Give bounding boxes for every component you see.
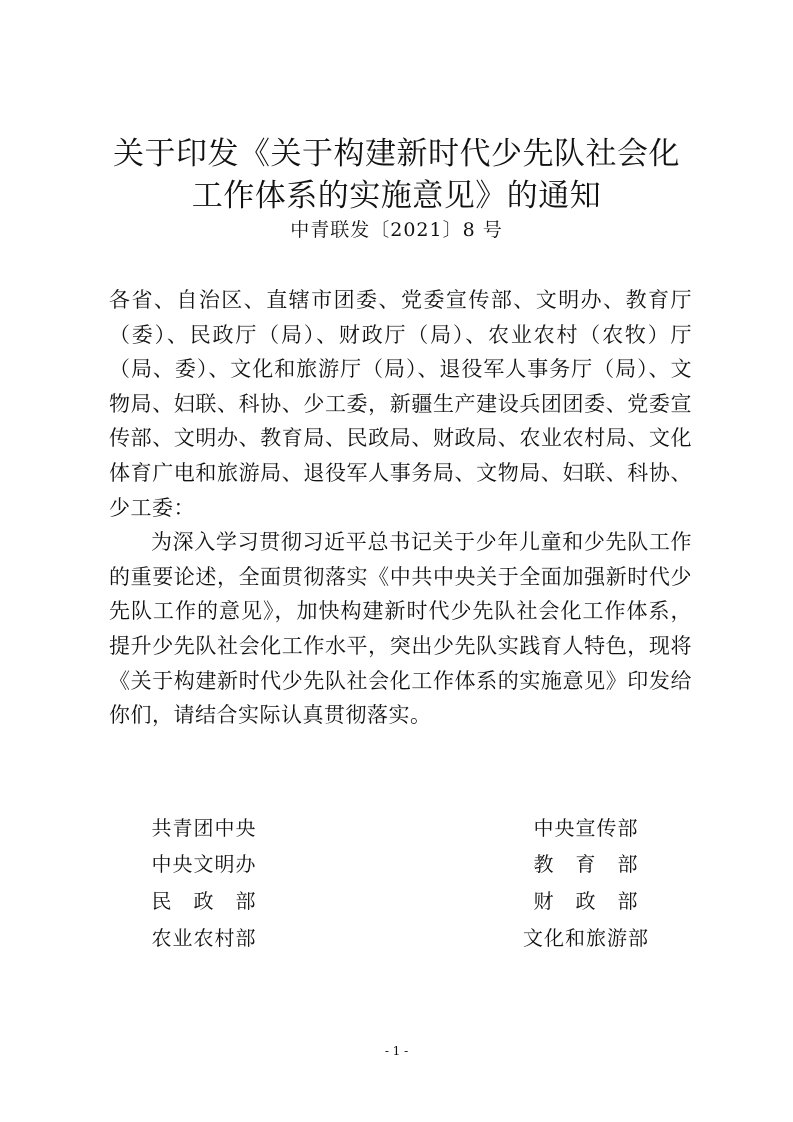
document-number: 中青联发〔2021〕8 号 <box>290 219 503 241</box>
signatory-right-3: 财 政 部 <box>533 889 639 913</box>
page-number: - 1 - <box>384 1044 409 1058</box>
signatory-right-4: 文化和旅游部 <box>523 926 649 950</box>
signatory-left-1: 共青团中央 <box>151 816 257 840</box>
signatory-right-2: 教 育 部 <box>533 852 639 876</box>
recipients-paragraph: 各省、自治区、直辖市团委、党委宣传部、文明办、教育厅（委）、民政厅（局）、财政厅（局）、农业农村（农牧）厅（局、委）、文化和旅游厅（局）、退役军人事务厅（局）、文物局、妇联、科协、少工委，新疆生产建设兵团团委、党委宣传部、文明办、教育局、民政局、财政局、农业农村局、文化体育广电和旅游局、退役军人事务局、文物局、妇联、科协、少工委： <box>109 288 692 520</box>
main-paragraph: 为深入学习贯彻习近平总书记关于少年儿童和少先队工作的重要论述，全面贯彻落实《中共中央关于全面加强新时代少先队工作的意见》，加快构建新时代少先队社会化工作体系，提升少先队社会化工作水平，突出少先队实践育人特色，现将《关于构建新时代少先队社会化工作体系的实施意见》印发给你们，请结合实际认真贯彻落实。 <box>109 530 692 728</box>
signatory-left-3: 民 政 部 <box>151 889 257 913</box>
signatory-left-2: 中央文明办 <box>151 852 257 876</box>
signatory-right-1: 中央宣传部 <box>533 816 639 840</box>
document-body <box>109 283 692 733</box>
document-title-line-2: 工作体系的实施意见》的通知 <box>191 178 602 214</box>
signatory-left-4: 农业农村部 <box>151 926 257 950</box>
document-title-line-1: 关于印发《关于构建新时代少先队社会化 <box>113 136 680 172</box>
